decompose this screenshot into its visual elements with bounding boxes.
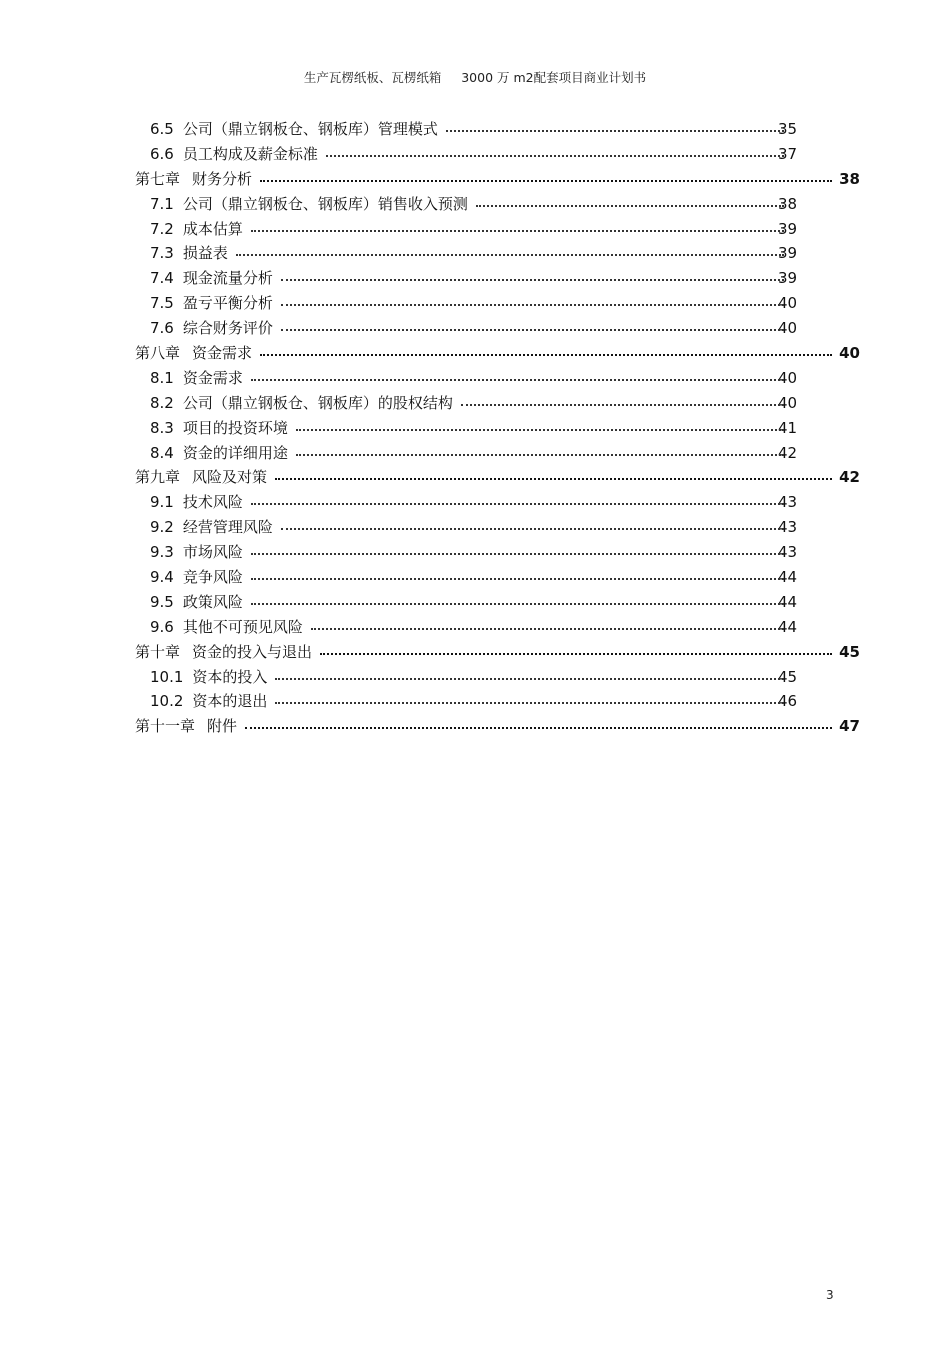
dot-leader (296, 415, 784, 431)
toc-entry-page: 43 (778, 493, 798, 512)
toc-chapter-number: 第八章 (135, 344, 181, 363)
dot-leader (311, 614, 784, 630)
toc-entry-8-3[interactable] (135, 417, 860, 442)
toc-entry-page: 39 (778, 219, 798, 238)
dot-leader (251, 365, 784, 381)
toc-entry-page: 39 (778, 269, 798, 288)
dot-leader (251, 216, 784, 232)
toc-chapter-title: 资金需求 (192, 344, 253, 363)
dot-leader (281, 315, 784, 331)
toc-entry-page: 44 (778, 592, 798, 611)
dot-leader (275, 664, 784, 680)
toc-entry-9-1[interactable] (135, 491, 860, 516)
toc-entry-page: 38 (778, 194, 798, 213)
toc-entry-number: 6.6 (150, 144, 174, 163)
page-header: 生产瓦楞纸板、瓦楞纸箱 3000 万 m2配套项目商业计划书 (303, 70, 647, 85)
toc-entry-page: 46 (778, 692, 798, 711)
toc-entry-page: 42 (778, 443, 798, 462)
toc-entry-number: 7.3 (150, 244, 174, 263)
toc-entry-title: 盈亏平衡分析 (182, 294, 273, 313)
dot-leader (281, 265, 784, 281)
toc-chapter-page: 40 (839, 344, 860, 363)
toc-entry-title: 资金的详细用途 (182, 443, 288, 462)
toc-entry-number: 9.3 (150, 543, 174, 562)
toc-chapter-number: 第九章 (135, 468, 181, 487)
toc-entry-number: 9.2 (150, 518, 174, 537)
toc-entry-7-4[interactable] (135, 267, 860, 292)
toc-entry-10-2[interactable] (135, 690, 860, 715)
dot-leader (326, 141, 784, 157)
toc-entry-9-6[interactable] (135, 616, 860, 641)
toc-entry-title: 经营管理风险 (182, 518, 273, 537)
toc-entry-number: 7.5 (150, 294, 174, 313)
toc-entry-7-5[interactable] (135, 292, 860, 317)
toc-entry-number: 8.3 (150, 418, 174, 437)
toc-entry-number: 10.2 (150, 692, 184, 711)
toc-entry-title: 资本的投入 (192, 667, 268, 686)
toc-entry-8-2[interactable] (135, 392, 860, 417)
toc-entry-number: 7.2 (150, 219, 174, 238)
toc-entry-page: 40 (778, 368, 798, 387)
dot-leader (446, 116, 784, 132)
dot-leader (251, 589, 784, 605)
toc-chapter-title: 风险及对策 (192, 468, 268, 487)
toc-entry-9-4[interactable] (135, 566, 860, 591)
dot-leader (236, 240, 784, 256)
toc-chapter-title: 附件 (207, 717, 238, 736)
toc-chapter-title: 资金的投入与退出 (192, 642, 313, 661)
toc-entry-9-5[interactable] (135, 591, 860, 616)
toc-chapter-page: 42 (839, 468, 860, 487)
toc-entry-page: 44 (778, 617, 798, 636)
toc-entry-number: 9.1 (150, 493, 174, 512)
dot-leader (260, 166, 832, 182)
toc-entry-number: 10.1 (150, 667, 184, 686)
toc-entry-title: 市场风险 (182, 543, 243, 562)
toc-chapter-7[interactable] (135, 168, 860, 193)
toc-entry-title: 公司（鼎立钢板仓、钢板库）的股权结构 (182, 393, 453, 412)
toc-entry-number: 7.1 (150, 194, 174, 213)
dot-leader (251, 539, 784, 555)
toc-chapter-11[interactable] (135, 715, 860, 740)
toc-entry-page: 39 (778, 244, 798, 263)
toc-entry-9-3[interactable] (135, 541, 860, 566)
toc-entry-page: 40 (778, 319, 798, 338)
dot-leader (296, 440, 784, 456)
toc-entry-page: 43 (778, 518, 798, 537)
toc-entry-number: 8.2 (150, 393, 174, 412)
toc-entry-title: 政策风险 (182, 592, 243, 611)
dot-leader (281, 290, 784, 306)
dot-leader (275, 688, 784, 704)
toc-chapter-page: 38 (839, 169, 860, 188)
dot-leader (461, 390, 784, 406)
toc-entry-page: 37 (778, 144, 798, 163)
toc-entry-10-1[interactable] (135, 666, 860, 691)
toc-entry-number: 8.4 (150, 443, 174, 462)
toc-entry-title: 其他不可预见风险 (182, 617, 303, 636)
dot-leader (251, 564, 784, 580)
toc-entry-title: 项目的投资环境 (182, 418, 288, 437)
toc-entry-number: 7.6 (150, 319, 174, 338)
toc-entry-title: 资本的退出 (192, 692, 268, 711)
toc-entry-9-2[interactable] (135, 516, 860, 541)
toc-entry-number: 9.6 (150, 617, 174, 636)
toc-entry-number: 9.5 (150, 592, 174, 611)
toc-entry-number: 8.1 (150, 368, 174, 387)
toc-entry-number: 6.5 (150, 120, 174, 138)
toc-entry-title: 技术风险 (182, 493, 243, 512)
toc-entry-title: 公司（鼎立钢板仓、钢板库）销售收入预测 (182, 194, 468, 213)
toc-entry-8-4[interactable] (135, 442, 860, 467)
dot-leader (320, 639, 832, 655)
toc-chapter-number: 第十章 (135, 642, 181, 661)
toc-entry-7-1[interactable] (135, 193, 860, 218)
toc-chapter-10[interactable] (135, 641, 860, 666)
toc-chapter-9[interactable] (135, 466, 860, 491)
toc-entry-title: 现金流量分析 (182, 269, 273, 288)
toc-entry-8-1[interactable] (135, 367, 860, 392)
toc-entry-page: 44 (778, 568, 798, 587)
toc-chapter-title: 财务分析 (192, 169, 253, 188)
dot-leader (260, 340, 832, 356)
toc-entry-page: 45 (778, 667, 798, 686)
toc-chapter-page: 47 (839, 717, 860, 736)
dot-leader (251, 489, 784, 505)
toc-entry-6-5[interactable] (135, 118, 860, 143)
toc-chapter-8[interactable] (135, 342, 860, 367)
toc-entry-title: 成本估算 (182, 219, 243, 238)
toc-entry-page: 40 (778, 393, 798, 412)
toc-chapter-number: 第十一章 (135, 717, 196, 736)
table-of-contents (135, 118, 860, 740)
toc-entry-number: 7.4 (150, 269, 174, 288)
dot-leader (275, 464, 832, 480)
toc-entry-page: 43 (778, 543, 798, 562)
toc-entry-title: 员工构成及薪金标准 (182, 144, 318, 163)
toc-entry-number: 9.4 (150, 568, 174, 587)
toc-entry-7-3[interactable] (135, 242, 860, 267)
toc-entry-title: 公司（鼎立钢板仓、钢板库）管理模式 (182, 120, 438, 138)
toc-entry-page: 41 (778, 418, 798, 437)
toc-chapter-number: 第七章 (135, 169, 181, 188)
toc-entry-6-6[interactable] (135, 143, 860, 168)
toc-entry-page: 40 (778, 294, 798, 313)
toc-entry-7-6[interactable] (135, 317, 860, 342)
dot-leader (245, 713, 832, 729)
toc-entry-title: 损益表 (182, 244, 228, 263)
toc-entry-page: 35 (778, 120, 798, 138)
toc-entry-title: 综合财务评价 (182, 319, 273, 338)
dot-leader (476, 191, 784, 207)
toc-chapter-page: 45 (839, 642, 860, 661)
dot-leader (281, 514, 784, 530)
toc-entry-7-2[interactable] (135, 218, 860, 243)
toc-entry-title: 竞争风险 (182, 568, 243, 587)
page-number: 3 (826, 1288, 834, 1302)
toc-entry-title: 资金需求 (182, 368, 243, 387)
